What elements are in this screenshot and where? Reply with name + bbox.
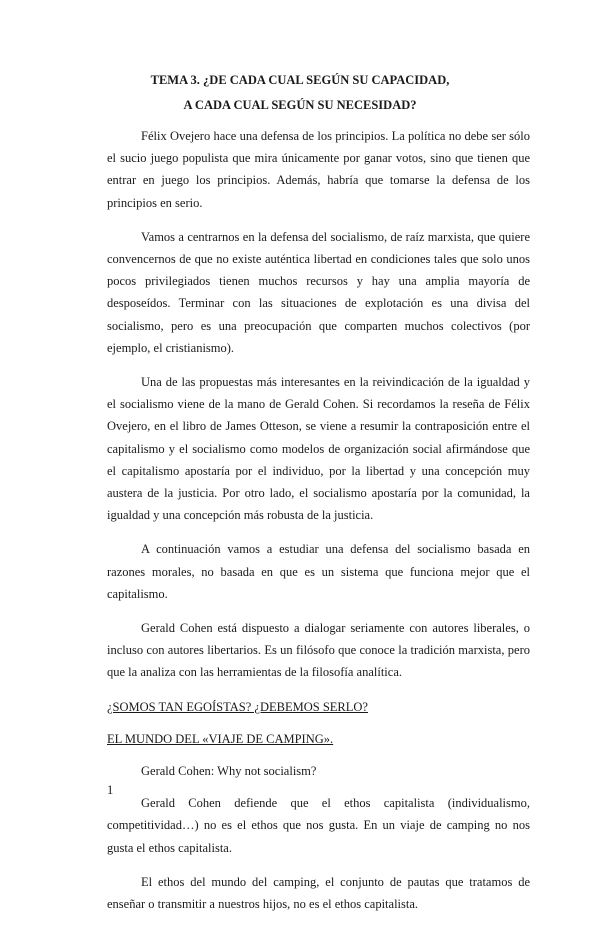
section-heading: ¿SOMOS TAN EGOÍSTAS? ¿DEBEMOS SERLO? [107, 699, 368, 714]
paragraph: Félix Ovejero hace una defensa de los principios. La política no debe ser sólo el sucio juego populista que mira únicamente por ganar votos, sino que tienen que entrar en juego los principios. Además, habría que tomarse la defensa de los principios en serio. [107, 129, 530, 210]
title-line-2: A CADA CUAL SEGÚN SU NECESIDAD? [183, 98, 417, 112]
paragraph: Gerald Cohen defiende que el ethos capitalista (individualismo, competitividad…) no es el ethos que nos gusta. En un viaje de camping no nos gusta el ethos capitalista. [107, 796, 530, 855]
paragraph: A continuación vamos a estudiar una defensa del socialismo basada en razones morales, no basada en que es un sistema que funciona mejor que el capitalismo. [107, 542, 530, 601]
paragraph: Una de las propuestas más interesantes en la reivindicación de la igualdad y el socialismo viene de la mano de Gerald Cohen. Si recordamos la reseña de Félix Ovejero, en el libro de James Otteson, se viene a resumir la contraposición entre el capitalismo y el socialismo como modelos de organización social afirmándose que el capitalismo apostaría por el individuo, por la libertad y una concepción muy austera de la justicia. Por otro lado, el socialismo apostaría por la comunidad, la igualdad y una concepción más robusta de la justicia. [107, 375, 530, 523]
document-body [107, 125, 530, 927]
page-title [0, 68, 600, 118]
paragraph: El ethos del mundo del camping, el conjunto de pautas que tratamos de enseñar o transmitir a nuestros hijos, no es el ethos capitalista. [107, 874, 530, 912]
paragraph: Vamos a centrarnos en la defensa del socialismo, de raíz marxista, que quiere convencernos de que no existe auténtica libertad en condiciones tales que solo unos pocos privilegiados tienen muchos recursos y hay una amplia mayoría de desposeídos. Terminar con las situaciones de explotación es una divisa del socialismo, pero es una preocupación que comparten muchos colectivos (por ejemplo, el cristianismo). [107, 229, 530, 355]
paragraph: Gerald Cohen está dispuesto a dialogar seriamente con autores liberales, o incluso con autores libertarios. Es un filósofo que conoce la tradición marxista, pero que la analiza con las herramientas de la filosofía analítica. [107, 621, 530, 680]
title-line-1: TEMA 3. ¿DE CADA CUAL SEGÚN SU CAPACIDAD, [150, 73, 450, 87]
reference-line: Gerald Cohen: Why not socialism? [141, 764, 317, 779]
page-number: 1 [107, 783, 114, 797]
section-heading: EL MUNDO DEL «VIAJE DE CAMPING». [107, 731, 334, 746]
